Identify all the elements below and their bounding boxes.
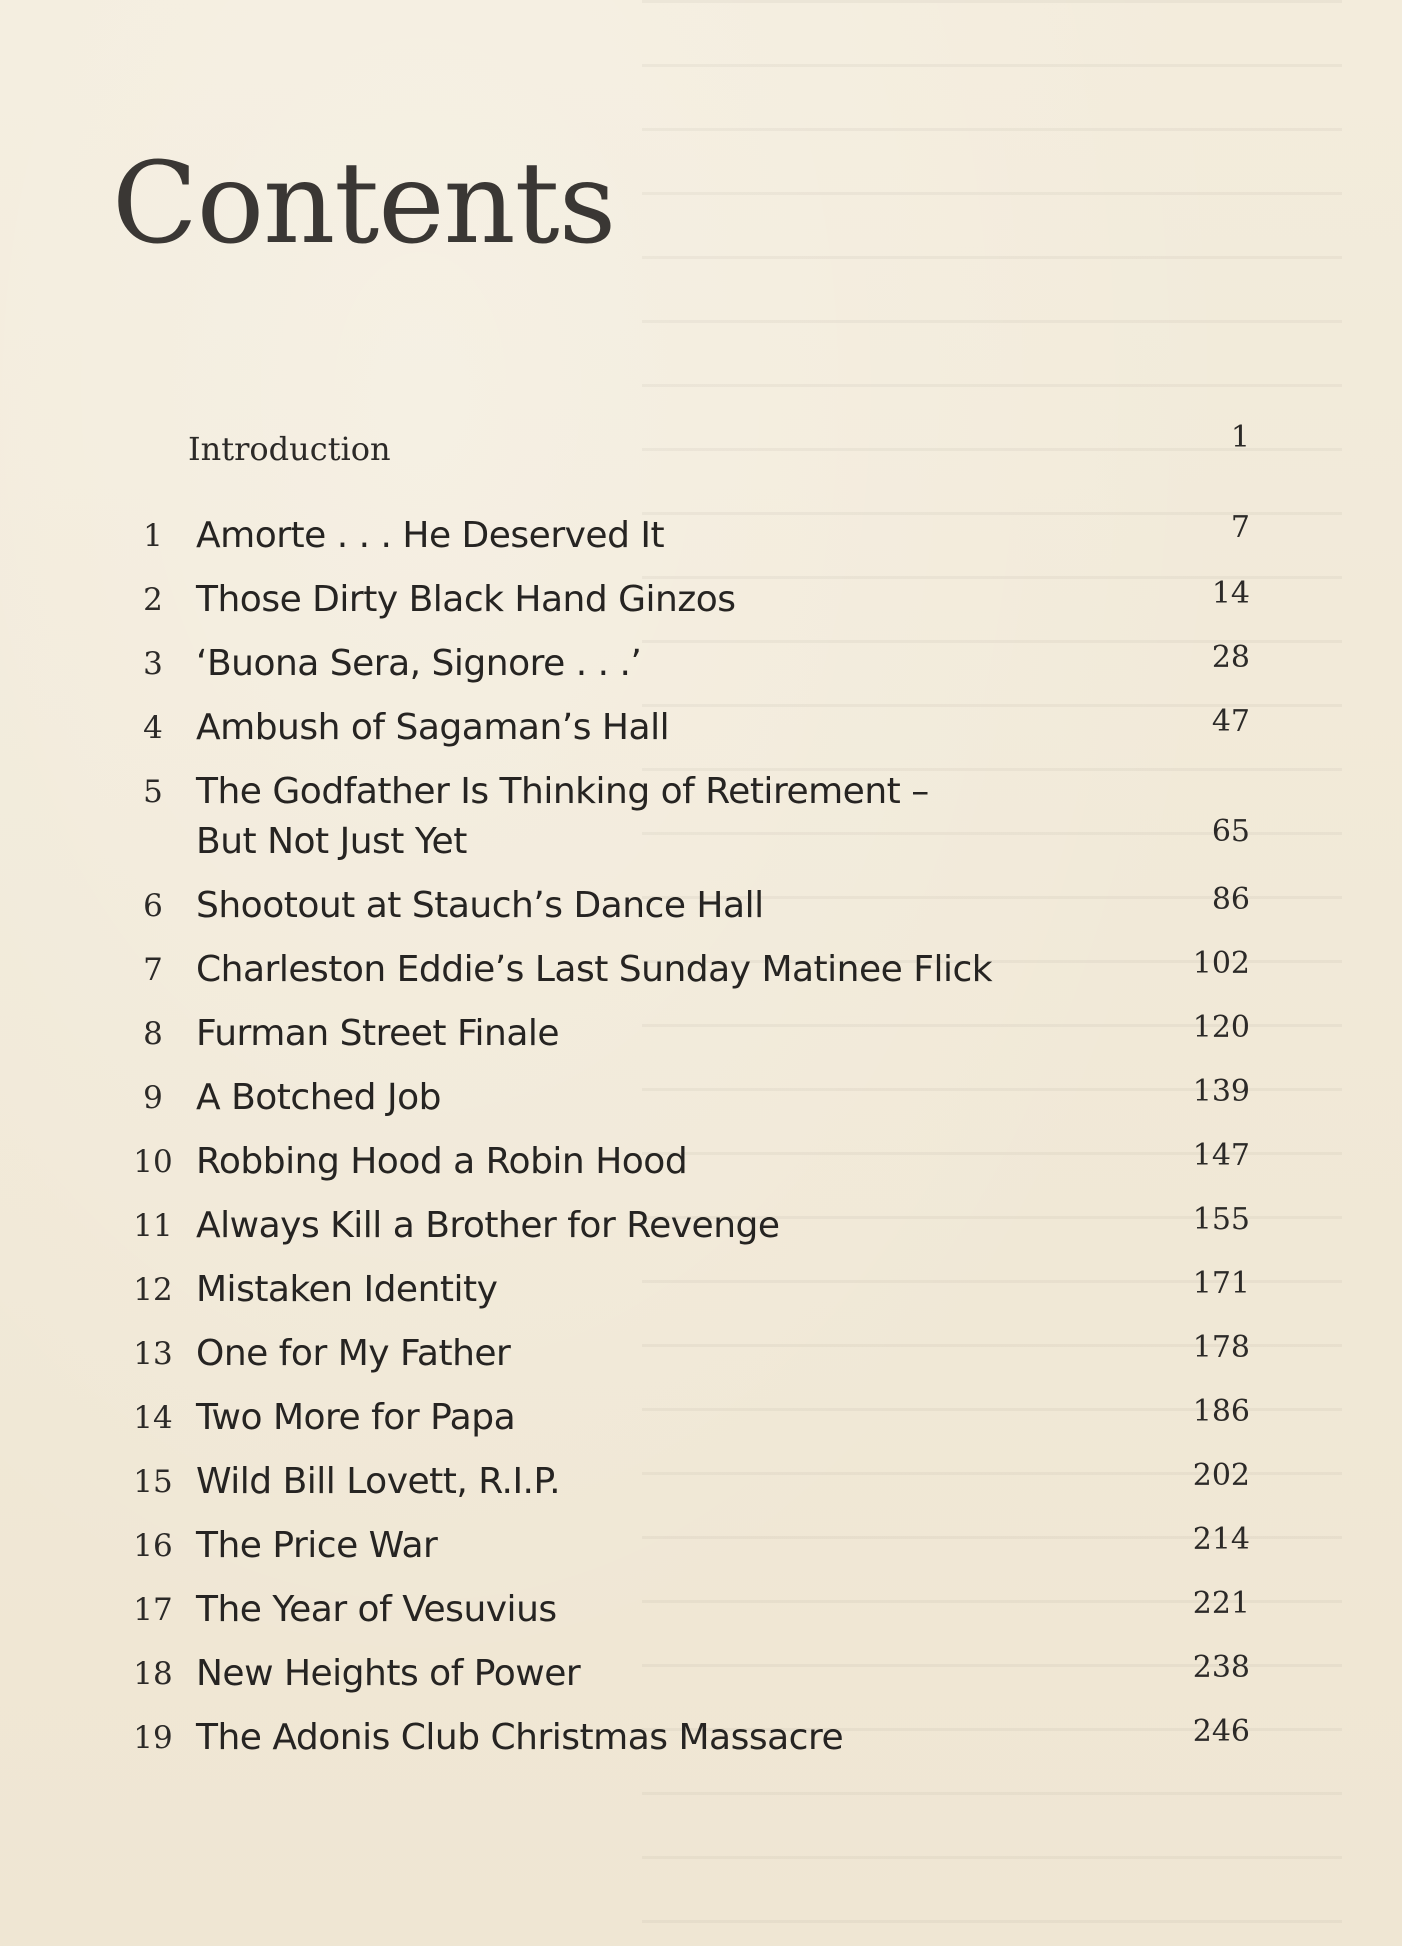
- chapter-title: One for My Father: [196, 1333, 511, 1374]
- chapter-title: Charleston Eddie’s Last Sunday Matinee Flick: [196, 949, 993, 990]
- chapter-page-number: 139: [1192, 1074, 1250, 1109]
- chapter-title: The Year of Vesuvius: [196, 1589, 557, 1630]
- chapter-title: New Heights of Power: [196, 1653, 581, 1694]
- chapter-number: 1: [143, 518, 163, 554]
- chapter-page-number: 171: [1192, 1266, 1250, 1301]
- chapter-title: Robbing Hood a Robin Hood: [196, 1141, 688, 1182]
- chapter-page-number: 120: [1192, 1010, 1250, 1045]
- chapter-title: Always Kill a Brother for Revenge: [196, 1205, 780, 1246]
- chapter-title: The Adonis Club Christmas Massacre: [196, 1717, 844, 1758]
- chapter-title: A Botched Job: [196, 1077, 441, 1118]
- chapter-title: Ambush of Sagaman’s Hall: [196, 707, 670, 748]
- chapter-page-number: 155: [1192, 1202, 1250, 1237]
- chapter-page-number: 28: [1211, 640, 1250, 675]
- chapter-number: 19: [133, 1720, 173, 1756]
- chapter-number: 13: [133, 1336, 173, 1372]
- chapter-number: 17: [133, 1592, 173, 1628]
- chapter-page-number: 178: [1192, 1330, 1250, 1365]
- chapter-number: 10: [133, 1144, 173, 1180]
- chapter-title: Amorte . . . He Deserved It: [196, 515, 665, 556]
- chapter-title: Furman Street Finale: [196, 1013, 560, 1054]
- chapter-number: 16: [133, 1528, 173, 1564]
- chapter-number: 3: [143, 646, 163, 682]
- chapter-page-number: 246: [1192, 1714, 1250, 1749]
- chapter-number: 14: [133, 1400, 173, 1436]
- chapter-page-number: 238: [1192, 1650, 1250, 1685]
- chapter-number: 8: [143, 1016, 163, 1052]
- chapter-number: 15: [133, 1464, 173, 1500]
- introduction-label: Introduction: [188, 430, 391, 468]
- chapter-page-number: 214: [1192, 1522, 1250, 1557]
- chapter-number: 4: [143, 710, 163, 746]
- chapter-title: The Price War: [196, 1525, 438, 1566]
- chapter-title: The Godfather Is Thinking of Retirement –: [196, 771, 929, 812]
- chapter-title: ‘Buona Sera, Signore . . .’: [196, 643, 642, 684]
- chapter-page-number: 221: [1192, 1586, 1250, 1621]
- chapter-page-number: 202: [1192, 1458, 1250, 1493]
- introduction-page-number: 1: [1230, 420, 1250, 455]
- chapter-number: 5: [143, 774, 163, 810]
- chapter-number: 18: [133, 1656, 173, 1692]
- chapter-title: Wild Bill Lovett, R.I.P.: [196, 1461, 561, 1502]
- chapter-page-number: 14: [1211, 576, 1250, 611]
- chapter-number: 12: [133, 1272, 173, 1308]
- chapter-title: Mistaken Identity: [196, 1269, 498, 1310]
- chapter-title-continued: But Not Just Yet: [196, 821, 467, 862]
- chapter-number: 7: [143, 952, 163, 988]
- chapter-title: Those Dirty Black Hand Ginzos: [196, 579, 736, 620]
- chapter-page-number: 147: [1192, 1138, 1250, 1173]
- chapter-page-number: 47: [1211, 704, 1250, 739]
- chapter-page-number: 7: [1230, 510, 1250, 545]
- page-title: Contents: [112, 139, 616, 269]
- chapter-title: Two More for Papa: [196, 1397, 516, 1438]
- chapter-number: 6: [143, 888, 163, 924]
- chapter-page-number: 86: [1211, 882, 1250, 917]
- chapter-number: 9: [143, 1080, 163, 1116]
- chapter-title: Shootout at Stauch’s Dance Hall: [196, 885, 764, 926]
- chapter-page-number: 186: [1192, 1394, 1250, 1429]
- chapter-page-number: 102: [1192, 946, 1250, 981]
- chapter-number: 11: [133, 1208, 173, 1244]
- chapter-page-number: 65: [1211, 814, 1250, 849]
- chapter-number: 2: [143, 582, 163, 618]
